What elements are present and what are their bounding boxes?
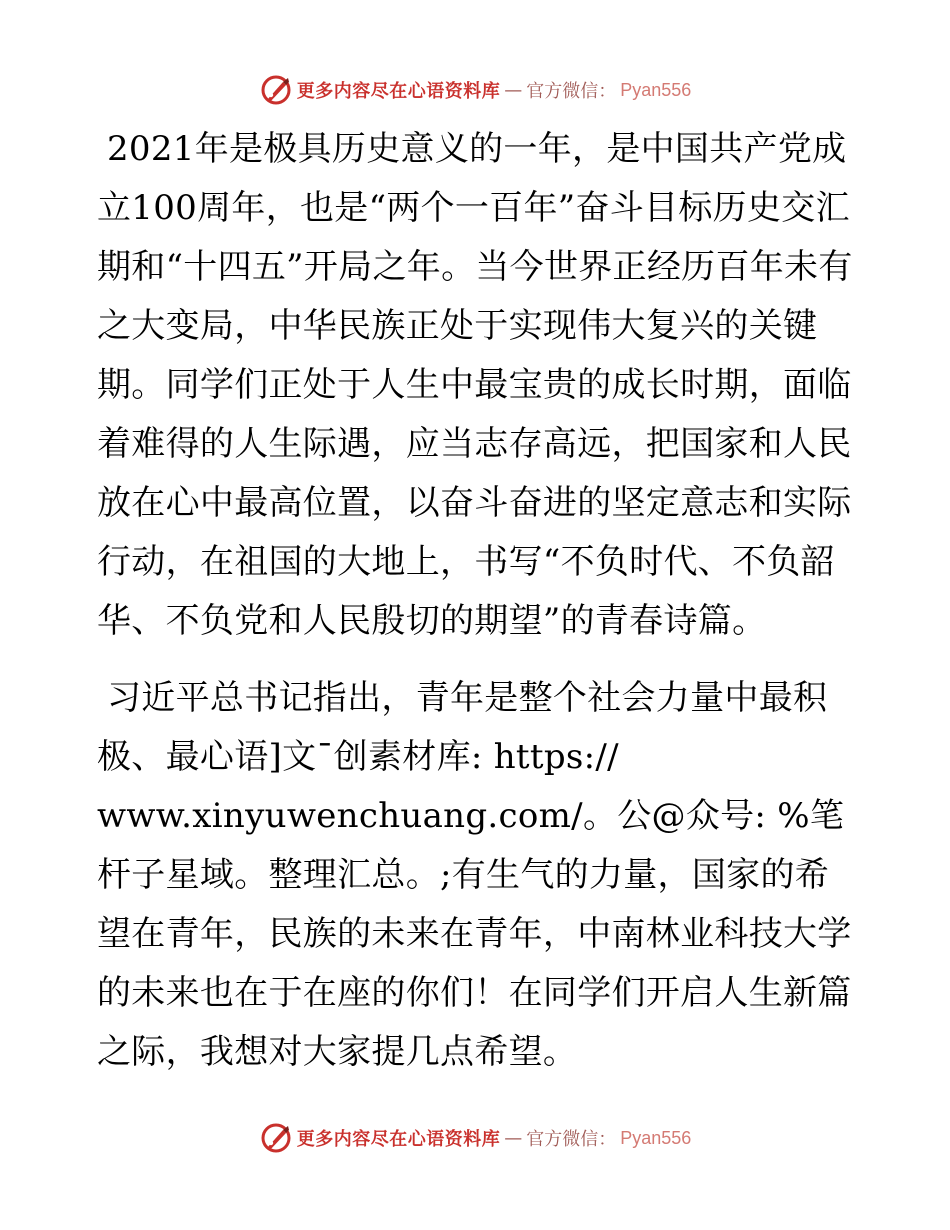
quill-pen-logo-icon bbox=[259, 1121, 293, 1155]
site-name-text: 更多内容尽在心语资料库 bbox=[296, 1129, 501, 1150]
quill-pen-logo-icon bbox=[259, 73, 293, 107]
header-banner bbox=[0, 70, 950, 110]
banner-dash: — bbox=[504, 1127, 523, 1149]
paragraph-2 bbox=[97, 669, 857, 1082]
site-name-text: 更多内容尽在心语资料库 bbox=[296, 81, 501, 102]
wechat-id: Pyan556 bbox=[620, 79, 692, 100]
paragraph-2-continued-text: www.xinyuwenchuang.com/。公@众号: %笔杆子星域。整理汇总。;有生气的力量，国家的希望在青年，民族的未来在青年，中南林业科技大学的未来也在于在座的你们！在同学们开启人生新篇之际，我想对大家提几点希望。 bbox=[97, 796, 852, 1072]
paragraph-1 bbox=[97, 120, 857, 651]
paragraph-2-text: 习近平总书记指出，青年是整个社会力量中最积极、最心语]文¯创素材库: https:// bbox=[97, 678, 828, 777]
wechat-id: Pyan556 bbox=[620, 1127, 692, 1148]
footer-banner bbox=[0, 1118, 950, 1158]
paragraph-1-text: 2021年是极具历史意义的一年，是中国共产党成立100周年，也是“两个一百年”奋斗目标历史交汇期和“十四五”开局之年。当今世界正经历百年未有之大变局，中华民族正处于实现伟大复兴的关键期。同学们正处于人生中最宝贵的成长时期，面临着难得的人生际遇，应当志存高远，把国家和人民放在心中最高位置，以奋斗奋进的坚定意志和实际行动，在祖国的大地上，书写“不负时代、不负韶华、不负党和人民殷切的期望”的青春诗篇。 bbox=[97, 129, 853, 641]
banner-dash: — bbox=[504, 79, 523, 101]
document-body bbox=[97, 120, 857, 1082]
official-wechat-label: 官方微信： bbox=[526, 81, 617, 102]
official-wechat-label: 官方微信： bbox=[526, 1129, 617, 1150]
